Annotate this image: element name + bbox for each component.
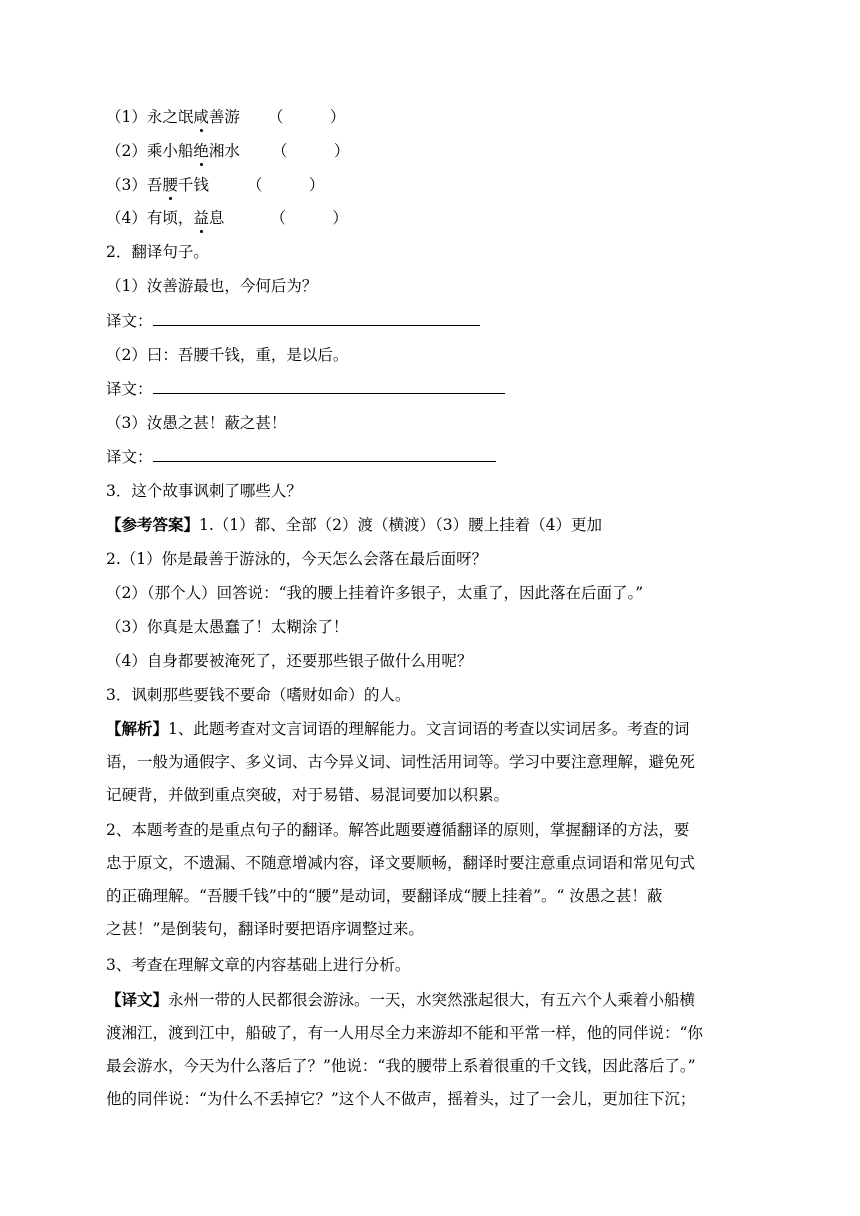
analysis-paragraph-2: 2、本题考查的是重点句子的翻译。解答此题要遵循翻译的原则，掌握翻译的方法，要 忠于原文，不遗漏、不随意增减内容，译文要顺畅，翻译时要注意重点词语和常见句式 的正确理解。“吾腰千钱”中的“腰”是动词，要翻译成“腰上挂着”。“ 汝愚之甚！蔽 之甚！”是倒装句，翻译时要把语序调整过来。 xyxy=(106,821,696,938)
answer-line-3: （2）（那个人）回答说：“我的腰上挂着许多银子，太重了，因此落在后面了。” xyxy=(106,584,644,602)
answer-blank[interactable] xyxy=(153,447,496,462)
translation-paragraph: 【译文】永州一带的人民都很会游泳。一天，水突然涨起很大，有五六个人乘着小船横 渡湘江，渡到江中，船破了，有一人用尽全力来游却不能和平常一样，他的同伴说：“你 最会游水，今天为什么落后了？”他说：“我的腰带上系着很重的千文钱，因此落后了。” 他的同伴说：“为什么不丢掉它？”这个人不做声，摇着头，过了一会儿，更加往下沉； xyxy=(106,990,703,1108)
q2-sentence-1: （1）汝善游最也，今何后为？ xyxy=(106,277,318,295)
answer-line-5: （4）自身都要被淹死了，还要那些银子做什么用呢？ xyxy=(106,652,473,670)
answer-paren: （ ） xyxy=(267,108,346,126)
q2-answer-line-3[interactable]: 译文： xyxy=(106,447,496,467)
q2-answer-line-2[interactable]: 译文： xyxy=(106,379,505,399)
answer-paren: （ ） xyxy=(246,176,325,194)
dotted-char: 咸 xyxy=(193,108,209,126)
analysis-paragraph-3: 3、考查在理解文章的内容基础上进行分析。 xyxy=(106,956,411,974)
q2-sentence-3: （3）汝愚之甚！蔽之甚！ xyxy=(106,414,287,432)
q3-question: 3．这个故事讽刺了哪些人？ xyxy=(106,482,302,500)
q2-answer-line-1[interactable]: 译文： xyxy=(106,311,480,331)
translation-tag: 【译文】 xyxy=(106,990,169,1009)
q1-item-2: （2）乘小船绝湘水 （ ） xyxy=(106,142,350,160)
dotted-char: 益 xyxy=(193,209,209,227)
q1-item-3: （3）吾腰千钱 （ ） xyxy=(106,176,325,194)
analysis-tag: 【解析】 xyxy=(106,719,169,738)
answer-line-4: （3）你真是太愚蠢了！太糊涂了！ xyxy=(106,618,349,636)
answer-line-1: 【参考答案】1.（1）都、全部（2）渡（横渡）（3）腰上挂着（4）更加 xyxy=(106,515,603,534)
answer-paren: （ ） xyxy=(271,142,350,160)
analysis-paragraph-1: 【解析】1、此题考查对文言词语的理解能力。文言词语的考查以实词居多。考查的词 语，一般为通假字、多义词、古今异义词、词性活用词等。学习中要注意理解，避免死 记硬背，并做到重点突破，对于易错、易混词要加以积累。 xyxy=(106,719,696,804)
dotted-char: 腰 xyxy=(162,176,178,194)
q1-item-4: （4）有顷，益息 （ ） xyxy=(106,209,348,227)
answer-tag: 【参考答案】 xyxy=(106,515,200,534)
q2-sentence-2: （2）曰：吾腰千钱，重，是以后。 xyxy=(106,346,349,364)
answer-blank[interactable] xyxy=(153,311,480,326)
answer-line-6: 3．讽刺那些要钱不要命（嗜财如命）的人。 xyxy=(106,686,411,704)
q2-title: 2．翻译句子。 xyxy=(106,243,209,261)
q1-item-1: （1）永之氓咸善游 （ ） xyxy=(106,108,346,126)
answer-paren: （ ） xyxy=(270,209,348,227)
dotted-char: 绝 xyxy=(193,142,209,160)
answer-blank[interactable] xyxy=(153,379,505,394)
answer-line-2: 2.（1）你是最善于游泳的，今天怎么会落在最后面呀？ xyxy=(106,550,488,568)
